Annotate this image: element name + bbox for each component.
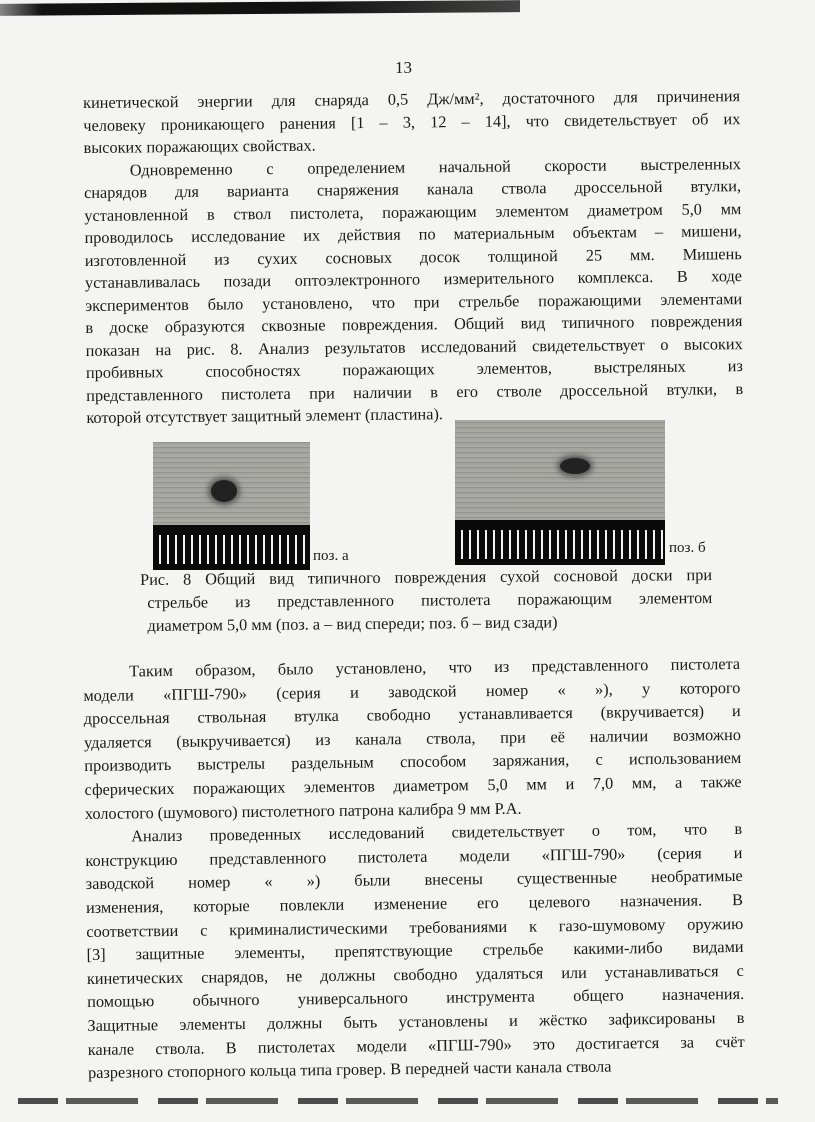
paragraph-line: канале ствола. В пистолетах модели «ПГШ-790» это достигается за счёт bbox=[87, 1031, 745, 1059]
paragraph-line: холостого (шумового) пистолетного патрона калибра 9 мм Р.А. bbox=[84, 798, 522, 823]
paragraph-line: в доске образуются сквозные повреждения. Общий вид типичного повреждения bbox=[85, 311, 743, 337]
paragraph-line: представленного пистолета при наличии в его стволе дроссельной втулки, в bbox=[86, 378, 744, 405]
paragraph-line: разрезного стопорного кольца типа гровер. В передней части канала ствола bbox=[87, 1056, 612, 1083]
figure-photo-front bbox=[153, 442, 310, 570]
damage-hole bbox=[560, 458, 590, 474]
caption-line: диаметром 5,0 мм (поз. а – вид спереди; поз. б – вид сзади) bbox=[147, 612, 558, 635]
paragraph-line: Защитные элементы должны быть установлены и жёстко зафиксированы в bbox=[87, 1007, 745, 1035]
paragraph-line: которой отсутствует защитный элемент (пластина). bbox=[86, 404, 444, 427]
text-block-top bbox=[83, 85, 743, 429]
paragraph-line: Одновременно с определением начальной скорости выстреленных bbox=[129, 153, 741, 180]
scale-ruler bbox=[455, 520, 665, 565]
paragraph-line: Таким образом, было установлено, что из представленного пистолета bbox=[129, 653, 741, 681]
damage-hole bbox=[211, 480, 237, 502]
paragraph-line: кинетической энергии для снаряда 0,5 Дж/мм², достаточного для причинения bbox=[83, 86, 741, 112]
paragraph-line: Анализ проведенных исследований свидетельствует о том, что в bbox=[131, 819, 743, 846]
paragraph-line: человеку проникающего ранения [1 – 3, 12 – 14], что свидетельствует об их bbox=[83, 108, 741, 135]
figure-caption bbox=[140, 563, 713, 637]
paragraph-line: конструкцию представленного пистолета модели «ПГШ-790» (серия и bbox=[85, 842, 743, 870]
paragraph-line: снарядов для варианта снаряжения канала ствола дроссельной втулки, bbox=[83, 176, 742, 202]
paragraph-line: модели «ПГШ-790» (серия и заводской номер « »), у которого bbox=[83, 677, 741, 705]
paragraph-line: дроссельная ствольная втулка свободно устанавливается (вкручивается) и bbox=[83, 701, 741, 729]
paragraph-line: удаляется (выкручивается) из канала ствола, при её наличии возможно bbox=[83, 724, 742, 752]
paragraph-line: изготовленной из сухих сосновых досок толщиной 25 мм. Мишень bbox=[84, 243, 742, 270]
paragraph-line: производить выстрелы раздельным способом заряжания, с использованием bbox=[84, 748, 742, 776]
paragraph-line: заводской номер « ») были внесены существенные необратимые bbox=[85, 866, 743, 894]
paragraph-line: соответствии с криминалистическими требованиями к газо-шумовому оружию bbox=[86, 913, 744, 941]
scale-ruler bbox=[153, 525, 310, 570]
scan-edge-artifact-bottom bbox=[18, 1098, 778, 1104]
scan-edge-artifact-top bbox=[0, 0, 520, 16]
paragraph-line: изменения, которые повлекли изменение его целевого назначения. В bbox=[85, 889, 744, 917]
paragraph-line: [3] защитные элементы, препятствующие стрельбе какими-либо видами bbox=[86, 937, 744, 965]
text-block-bottom bbox=[83, 652, 745, 1085]
figure-label-b: поз. б bbox=[669, 540, 706, 556]
figure-photo-back bbox=[455, 420, 665, 565]
paragraph-line: экспериментов было установлено, что при стрельбе поражающими элементами bbox=[85, 288, 743, 315]
paragraph-line: устанавливалась позади оптоэлектронного измерительного комплекса. В ходе bbox=[84, 266, 743, 292]
paragraph-line: помощью обычного универсального инструмента общего назначения. bbox=[87, 984, 745, 1012]
caption-line: стрельбе из представленного пистолета поражающим элементом bbox=[147, 588, 713, 612]
caption-line: Рис. 8 Общий вид типичного повреждения сухой сосновой доски при bbox=[140, 565, 713, 589]
paragraph-line: кинетических снарядов, не должны свободно удаляться или устанавливаться с bbox=[86, 960, 744, 988]
figure-label-a: поз. а bbox=[313, 548, 349, 564]
paragraph-line: показан на рис. 8. Анализ результатов исследований свидетельствует о высоких bbox=[85, 333, 743, 360]
paragraph-line: проводилось исследование их действия по материальным объектам – мишени, bbox=[84, 221, 742, 247]
paragraph-line: пробивных способностях поражающих элементов, выстреляных из bbox=[85, 356, 744, 382]
paragraph-line: высоких поражающих свойствах. bbox=[83, 135, 316, 157]
paragraph-line: сферических поражающих элементов диаметром 5,0 мм и 7,0 мм, а также bbox=[84, 771, 742, 799]
page-number: 13 bbox=[395, 58, 412, 77]
paragraph-line: установленной в ствол пистолета, поражающим элементом диаметром 5,0 мм bbox=[84, 198, 742, 225]
